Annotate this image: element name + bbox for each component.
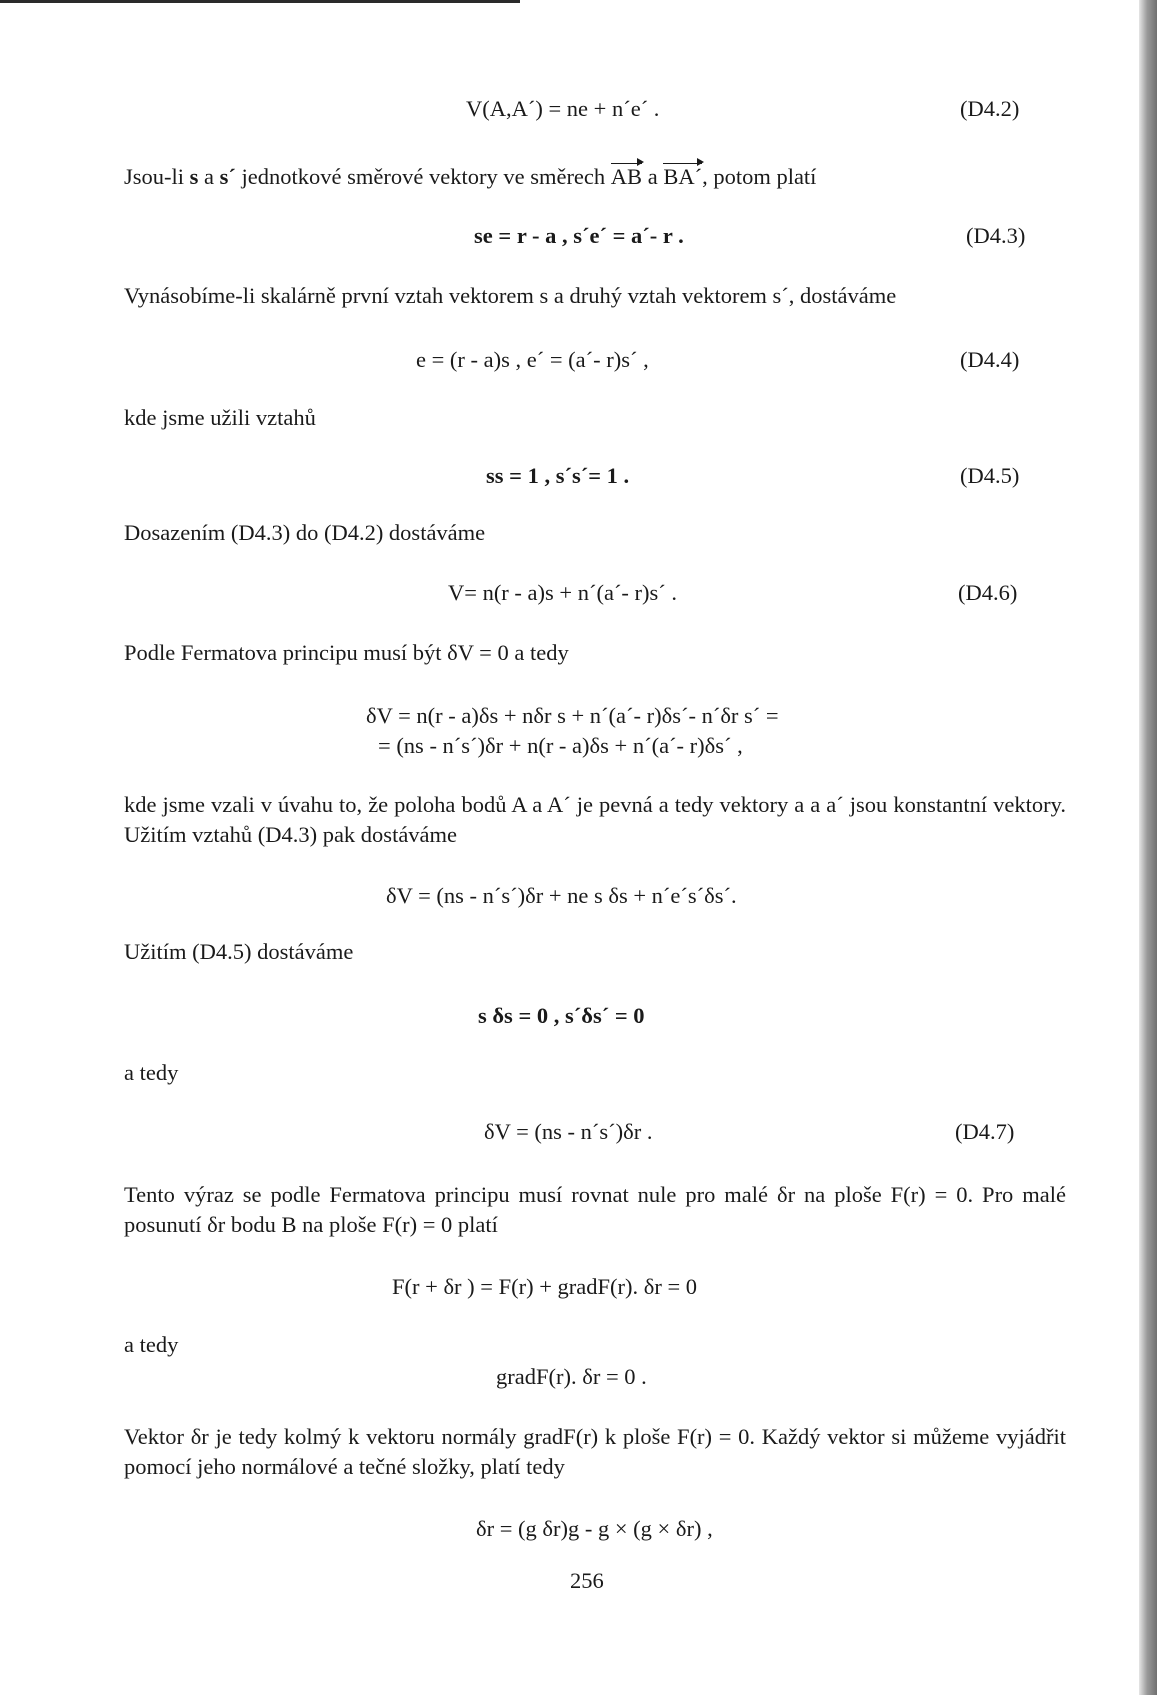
equation-d4-7: δV = (ns - n´s´)δr .	[484, 1119, 653, 1144]
equation-variation-line-1: δV = n(r - a)δs + nδr s + n´(a´- r)δs´- n´δr s´ =	[366, 703, 779, 728]
equation-number-d4-7: (D4.7)	[955, 1119, 1015, 1144]
paragraph-8: a tedy	[124, 1060, 179, 1085]
equation-d4-3: se = r - a , s´e´ = a´- r .	[474, 223, 684, 248]
equation-d4-6: V= n(r - a)s + n´(a´- r)s´ .	[448, 580, 678, 605]
equation-number-d4-2: (D4.2)	[960, 96, 1020, 121]
paragraph-4: Dosazením (D4.3) do (D4.2) dostáváme	[124, 520, 486, 545]
equation-d4-4: e = (r - a)s , e´ = (a´- r)s´ ,	[416, 347, 649, 372]
equation-number-d4-3: (D4.3)	[966, 223, 1026, 248]
equation-variation-line-3: δV = (ns - n´s´)δr + ne s δs + n´e´s´δs´.	[386, 883, 737, 908]
paragraph-5: Podle Fermatova principu musí být δV = 0 a tedy	[124, 640, 569, 665]
vector-ab: AB	[611, 162, 642, 192]
equation-variation-line-2: = (ns - n´s´)δr + n(r - a)δs + n´(a´- r)δs´ ,	[378, 733, 743, 758]
equation-number-d4-6: (D4.6)	[958, 580, 1018, 605]
paragraph-10: a tedy	[124, 1332, 179, 1357]
paragraph-2: Vynásobíme-li skalárně první vztah vektorem s a druhý vztah vektorem s´, dostáváme	[124, 283, 897, 308]
paragraph-7: Užitím (D4.5) dostáváme	[124, 939, 354, 964]
paragraph-6: kde jsme vzali v úvahu to, že poloha bodů A a A´ je pevná a tedy vektory a a a´ jsou konstantní vektory. Užitím vztahů (D4.3) pak dostáváme	[124, 792, 1066, 847]
scan-edge-top	[0, 0, 520, 3]
paragraph-11: Vektor δr je tedy kolmý k vektoru normály gradF(r) k ploše F(r) = 0. Každý vektor si můžeme vyjádřit pomocí jeho normálové a tečné složky, platí tedy	[124, 1424, 1066, 1479]
equation-d4-2: V(A,A´) = ne + n´e´ .	[466, 96, 660, 121]
equation-d4-5: ss = 1 , s´s´= 1 .	[486, 463, 630, 488]
vector-ba: BA´	[663, 162, 702, 192]
paragraph-9: Tento výraz se podle Fermatova principu musí rovnat nule pro malé δr na ploše F(r) = 0. Pro malé posunutí δr bodu B na ploše F(r) = 0 platí	[124, 1182, 1066, 1237]
paragraph-1: Jsou-li s a s´ jednotkové směrové vektory ve směrech AB a BA´, potom platí	[124, 162, 816, 192]
equation-number-d4-5: (D4.5)	[960, 463, 1020, 488]
equation-surface-expansion: F(r + δr ) = F(r) + gradF(r). δr = 0	[392, 1274, 698, 1299]
equation-decomposition: δr = (g δr)g - g × (g × δr) ,	[476, 1516, 713, 1541]
equation-orthogonality: s δs = 0 , s´δs´ = 0	[478, 1003, 645, 1028]
scan-edge-right	[1139, 0, 1157, 1695]
page-number: 256	[570, 1568, 604, 1593]
equation-gradient-condition: gradF(r). δr = 0 .	[496, 1364, 647, 1389]
equation-number-d4-4: (D4.4)	[960, 347, 1020, 372]
paragraph-3: kde jsme užili vztahů	[124, 405, 316, 430]
